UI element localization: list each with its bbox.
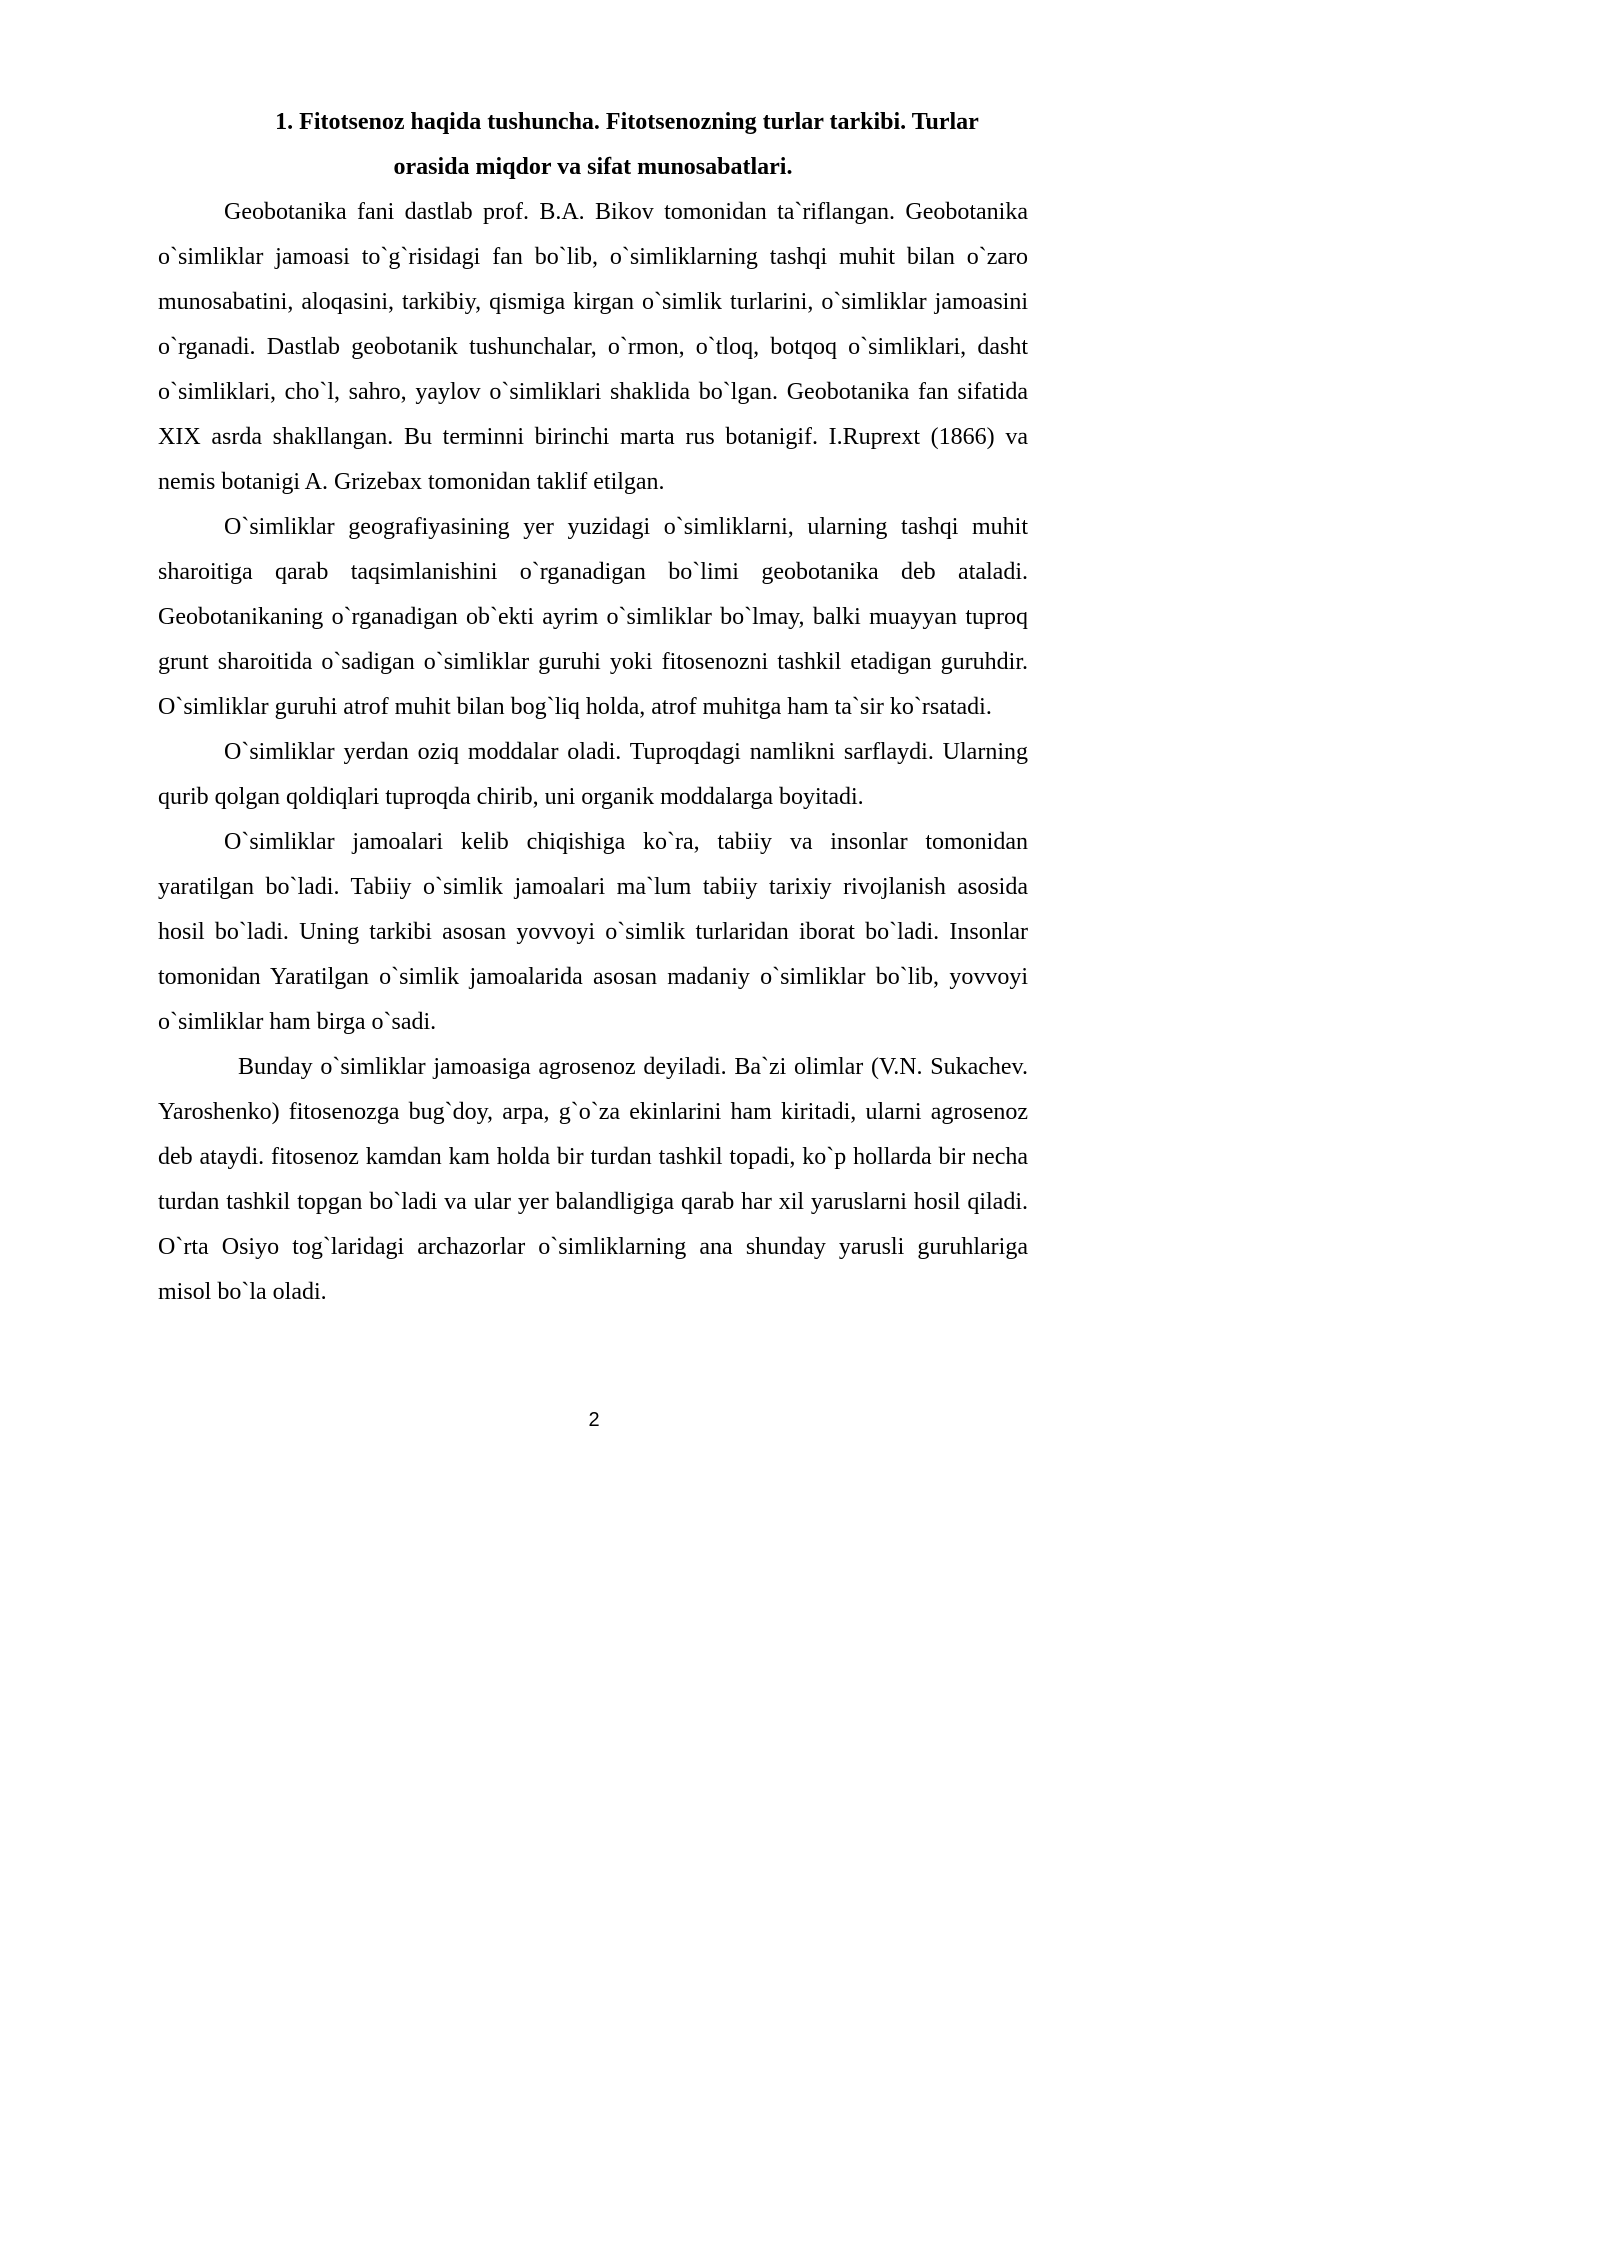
section-heading-line-1: 1. Fitotsenoz haqida tushuncha. Fitotsenozning turlar tarkibi. Turlar xyxy=(275,109,979,135)
document-page xyxy=(0,0,1100,1555)
section-heading xyxy=(158,100,1028,190)
paragraph-plant-geography: O`simliklar geografiyasining yer yuzidagi o`simliklarni, ularning tashqi muhit sharoitiga qarab taqsimlanishini o`rganadigan bo`limi geobotanika deb ataladi. Geobotanikaning o`rganadigan ob`ekti ayrim o`simliklar bo`lmay, balki muayyan tuproq grunt sharoitida o`sadigan o`simliklar guruhi yoki fitosenozni tashkil etadigan guruhdir. O`simliklar guruhi atrof muhit bilan bog`liq holda, atrof muhitga ham ta`sir ko`rsatadi. xyxy=(158,514,1028,720)
page-number: 2 xyxy=(588,1409,600,1431)
paragraph-agrosenoz: Bunday o`simliklar jamoasiga agrosenoz deyiladi. Ba`zi olimlar (V.N. Sukachev. Yaroshenko) fitosenozga bug`doy, arpa, g`o`za ekinlarini ham kiritadi, ularni agrosenoz deb ataydi. fitosenoz kamdan kam holda bir turdan tashkil topadi, ko`p hollarda bir necha turdan tashkil topgan bo`ladi va ular yer balandligiga qarab har xil yaruslarni hosil qiladi. O`rta Osiyo tog`laridagi archazorlar o`simliklarning ana shunday yarusli guruhlariga misol bo`la oladi. xyxy=(158,1054,1028,1305)
section-heading-line-2: orasida miqdor va sifat munosabatlari. xyxy=(393,154,793,180)
paragraph-plant-communities: O`simliklar jamoalari kelib chiqishiga ko`ra, tabiiy va insonlar tomonidan yaratilgan bo`ladi. Tabiiy o`simlik jamoalari ma`lum tabiiy tarixiy rivojlanish asosida hosil bo`ladi. Uning tarkibi asosan yovvoyi o`simlik turlaridan iborat bo`ladi. Insonlar tomonidan Yaratilgan o`simlik jamoalarida asosan madaniy o`simliklar bo`lib, yovvoyi o`simliklar ham birga o`sadi. xyxy=(158,829,1028,1035)
page-content xyxy=(158,100,1028,1315)
paragraph-nutrients: O`simliklar yerdan oziq moddalar oladi. Tuproqdagi namlikni sarflaydi. Ularning qurib qolgan qoldiqlari tuproqda chirib, uni organik moddalarga boyitadi. xyxy=(158,739,1028,810)
paragraph-geobotanika-definition: Geobotanika fani dastlab prof. B.A. Bikov tomonidan ta`riflangan. Geobotanika o`simliklar jamoasi to`g`risidagi fan bo`lib, o`simliklarning tashqi muhit bilan o`zaro munosabatini, aloqasini, tarkibiy, qismiga kirgan o`simlik turlarini, o`simliklar jamoasini o`rganadi. Dastlab geobotanik tushunchalar, o`rmon, o`tloq, botqoq o`simliklari, dasht o`simliklari, cho`l, sahro, yaylov o`simliklari shaklida bo`lgan. Geobotanika fan sifatida XIX asrda shakllangan. Bu terminni birinchi marta rus botanigif. I.Ruprext (1866) va nemis botanigi A. Grizebax tomonidan taklif etilgan. xyxy=(158,199,1028,495)
